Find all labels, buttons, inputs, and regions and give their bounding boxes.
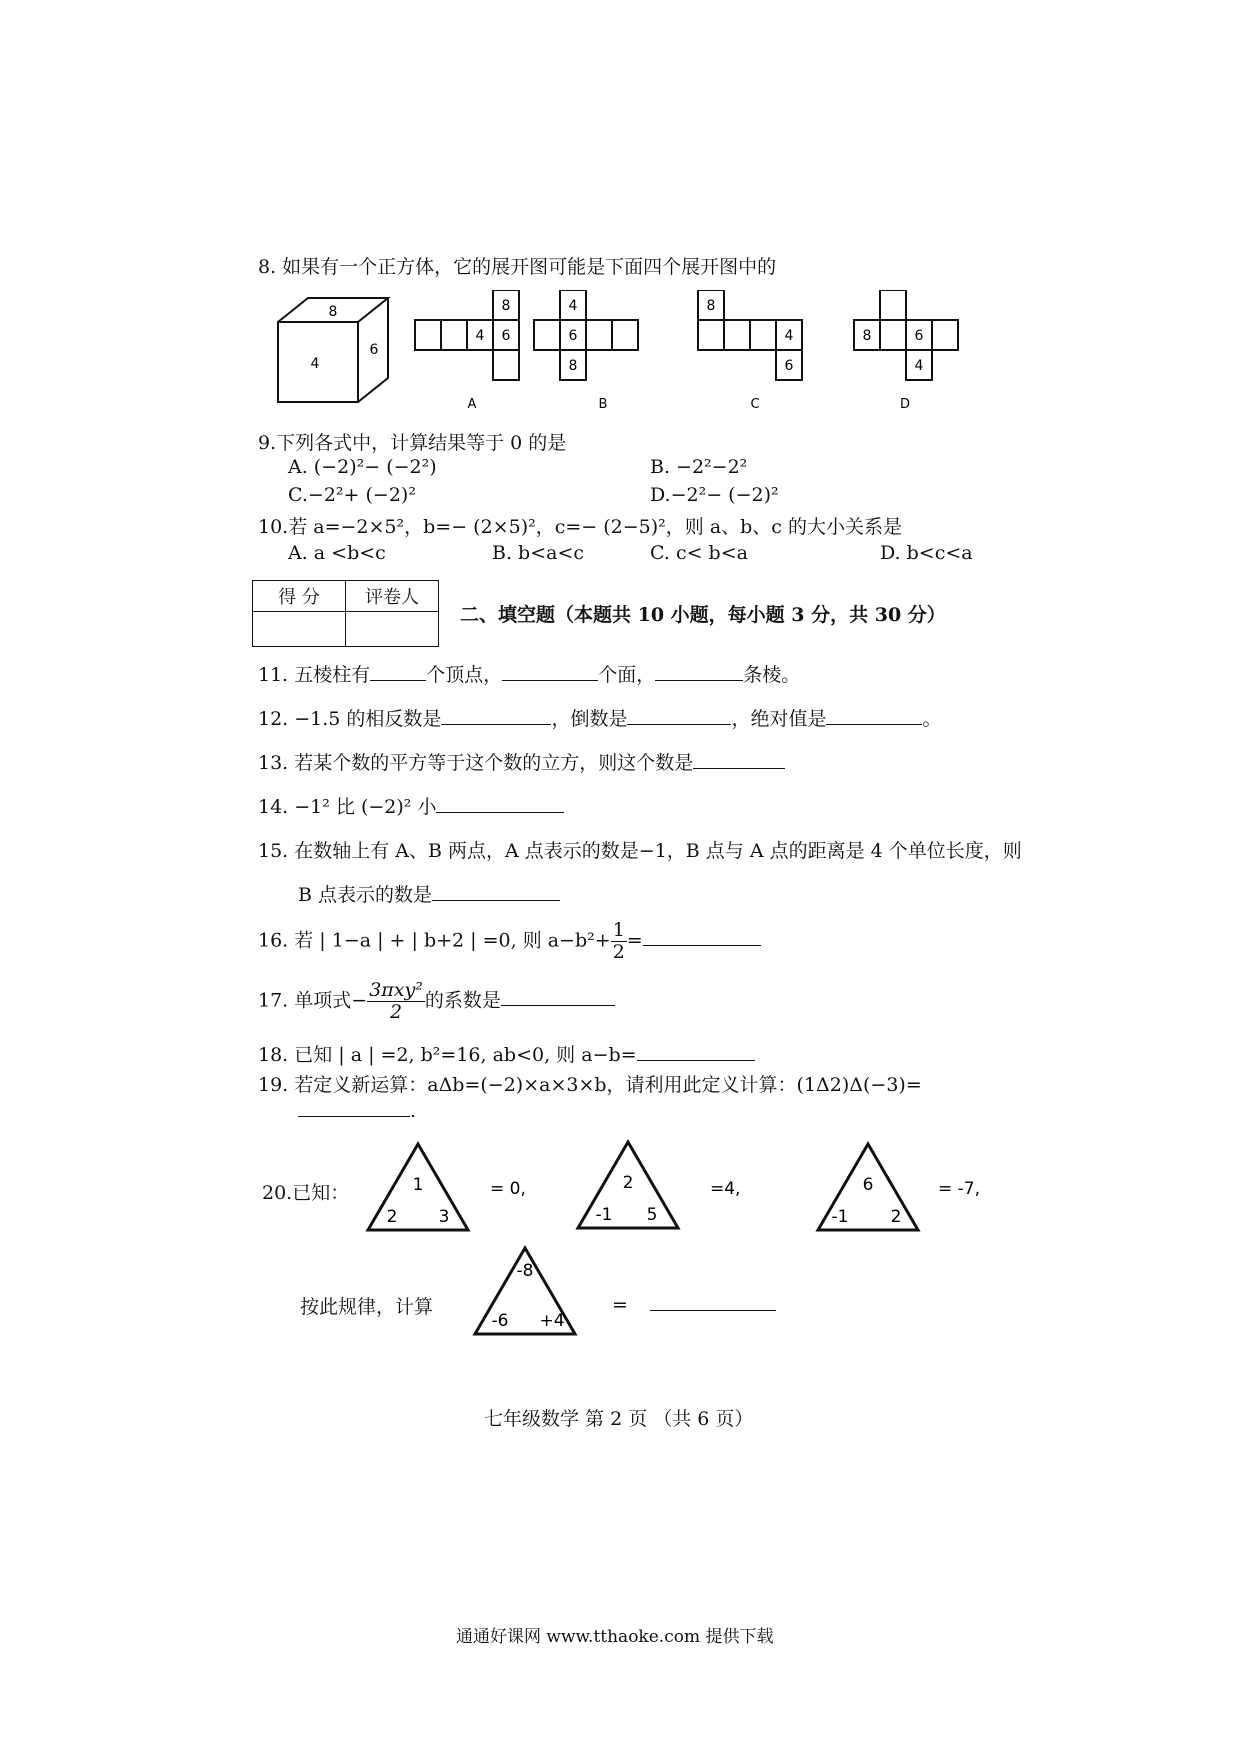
triangle-3-right: 2 — [890, 1207, 902, 1227]
q12-blank-1[interactable] — [441, 706, 551, 725]
source-line: 通通好课网 www.tthaoke.com 提供下载 — [456, 1627, 774, 1647]
net-a-label: A — [467, 397, 477, 412]
net-c-cell-bottom: 6 — [784, 358, 794, 374]
q20-label: 20.已知： — [262, 1182, 350, 1204]
q8-figures — [270, 290, 990, 420]
q14 — [258, 792, 564, 819]
q19-blank[interactable] — [298, 1098, 410, 1117]
q20-triangles — [360, 1130, 1020, 1350]
q17-text: 17. 单项式− — [258, 989, 368, 1012]
q17-fraction — [367, 980, 425, 1023]
q15-line-2 — [298, 880, 560, 907]
score-cell[interactable] — [253, 612, 346, 647]
q10-stem: 10.若 a=−2×5²，b=− (2×5)²，c=− (2−5)²，则 a、b、c 的大小关系是 — [258, 516, 902, 538]
q20-answer — [612, 1292, 776, 1316]
q19-end: . — [410, 1100, 417, 1122]
section-2-title: 二、填空题（本题共 10 小题，每小题 3 分，共 30 分） — [460, 604, 946, 626]
triangle-question-top: -8 — [516, 1261, 534, 1281]
cube-right-value: 6 — [369, 342, 379, 358]
q12 — [258, 704, 941, 731]
q11-blank-3[interactable] — [655, 662, 743, 681]
q15-text: B 点表示的数是 — [298, 884, 433, 906]
score-header: 得 分 — [253, 581, 346, 612]
q19-text: 19. 若定义新运算：aΔb=(−2)×a×3×b，请利用此定义计算：(1Δ2)Δ(−3)= — [258, 1074, 922, 1096]
q10-option-b: B. b<a<c — [492, 542, 585, 564]
q12-part-b: ，倒数是 — [551, 708, 628, 730]
q20-blank[interactable] — [650, 1292, 776, 1311]
q16-blank[interactable] — [643, 927, 761, 946]
triangle-2-right: 5 — [646, 1205, 658, 1225]
q10-option-d: D. b<c<a — [880, 542, 973, 564]
score-table — [252, 580, 439, 647]
triangle-question-right: +4 — [539, 1311, 565, 1331]
triangle-2-result: =4, — [710, 1179, 741, 1199]
triangle-question-left: -6 — [491, 1311, 509, 1331]
triangle-2-top: 2 — [622, 1173, 634, 1193]
q11-part-b: 个顶点， — [426, 664, 503, 686]
triangle-1-left: 2 — [386, 1207, 398, 1227]
triangle-3-result: = -7, — [938, 1179, 981, 1199]
q18-blank[interactable] — [637, 1042, 755, 1061]
grader-header: 评卷人 — [346, 581, 439, 612]
net-b-cell-mid: 6 — [568, 328, 578, 344]
q9-option-d: D.−2²− (−2)² — [650, 484, 779, 506]
q18 — [258, 1040, 755, 1067]
net-a-cell-mid: 6 — [501, 328, 511, 344]
q13-blank[interactable] — [693, 750, 785, 769]
net-d-cell-mid: 6 — [914, 328, 924, 344]
cube-top-value: 8 — [328, 304, 338, 320]
q11-blank-2[interactable] — [502, 662, 598, 681]
net-b-cell-bottom: 8 — [568, 358, 578, 374]
net-a-cell-left: 4 — [475, 328, 485, 344]
q12-part-c: ，绝对值是 — [731, 708, 827, 730]
q12-blank-3[interactable] — [826, 706, 922, 725]
q16-frac-num: 1 — [612, 919, 625, 941]
q12-part-d: 。 — [922, 708, 942, 730]
q17-tail: 的系数是 — [424, 989, 501, 1012]
q17-frac-den: 2 — [389, 1000, 403, 1023]
q13-text: 13. 若某个数的平方等于这个数的立方，则这个数是 — [258, 752, 694, 774]
net-c-label: C — [750, 397, 760, 412]
q9-stem: 9.下列各式中，计算结果等于 0 的是 — [258, 432, 567, 454]
q16-fraction — [611, 920, 627, 963]
net-d-label: D — [899, 397, 911, 412]
net-d-cell-bottom: 4 — [914, 358, 924, 374]
q16-frac-den: 2 — [612, 940, 625, 963]
triangle-2-left: -1 — [595, 1205, 613, 1225]
q11-part-d: 条棱。 — [743, 664, 801, 686]
triangle-1-right: 3 — [438, 1207, 450, 1227]
q20-rule-text: 按此规律，计算 — [300, 1296, 434, 1318]
triangle-1-result: = 0, — [490, 1179, 526, 1199]
triangle-1-top: 1 — [412, 1175, 424, 1195]
q19-answer-line — [298, 1098, 416, 1122]
q8-text: 8. 如果有一个正方体，它的展开图可能是下面四个展开图中的 — [258, 256, 777, 278]
q15-line-1: 15. 在数轴上有 A、B 两点，A 点表示的数是−1，B 点与 A 点的距离是 4 个单位长度，则 — [258, 840, 1022, 862]
net-b — [534, 290, 638, 380]
q20-equals: = — [612, 1294, 628, 1316]
net-d-cell-left: 8 — [862, 328, 872, 344]
q11-blank-1[interactable] — [370, 662, 426, 681]
q10-option-c: C. c< b<a — [650, 542, 748, 564]
q18-text: 18. 已知 | a | =2, b²=16, ab<0, 则 a−b= — [258, 1044, 637, 1066]
net-b-label: B — [598, 397, 608, 412]
net-c-cell-right: 4 — [784, 328, 794, 344]
net-b-cell-top: 4 — [568, 298, 578, 314]
q10-option-a: A. a <b<c — [288, 542, 386, 564]
q16 — [258, 920, 761, 963]
net-c-cell-top: 8 — [706, 298, 716, 314]
q17 — [258, 980, 615, 1023]
q13 — [258, 748, 785, 775]
triangle-3-top: 6 — [862, 1175, 874, 1195]
page-footer: 七年级数学 第 2 页 （共 6 页） — [484, 1408, 754, 1430]
q14-blank[interactable] — [436, 794, 564, 813]
q16-tail: = — [626, 929, 643, 952]
q17-frac-num: 3πxy² — [369, 979, 423, 1001]
triangle-3-left: -1 — [831, 1207, 849, 1227]
q17-blank[interactable] — [501, 987, 615, 1006]
q14-text: 14. −1² 比 (−2)² 小 — [258, 796, 437, 818]
q16-text: 16. 若 | 1−a | + | b+2 | =0, 则 a−b²+ — [258, 929, 611, 952]
q12-blank-2[interactable] — [627, 706, 731, 725]
net-a-cell-top: 8 — [501, 298, 511, 314]
q9-option-a: A. (−2)²− (−2²) — [288, 456, 437, 478]
q11-part-c: 个面， — [598, 664, 656, 686]
cube-front-value: 4 — [310, 356, 320, 372]
q11-part-a: 11. 五棱柱有 — [258, 664, 371, 686]
q12-part-a: 12. −1.5 的相反数是 — [258, 708, 442, 730]
q11 — [258, 660, 800, 687]
grader-cell[interactable] — [346, 612, 439, 647]
q9-option-b: B. −2²−2² — [650, 456, 748, 478]
q9-option-c: C.−2²+ (−2)² — [288, 484, 416, 506]
q15-blank[interactable] — [432, 882, 560, 901]
